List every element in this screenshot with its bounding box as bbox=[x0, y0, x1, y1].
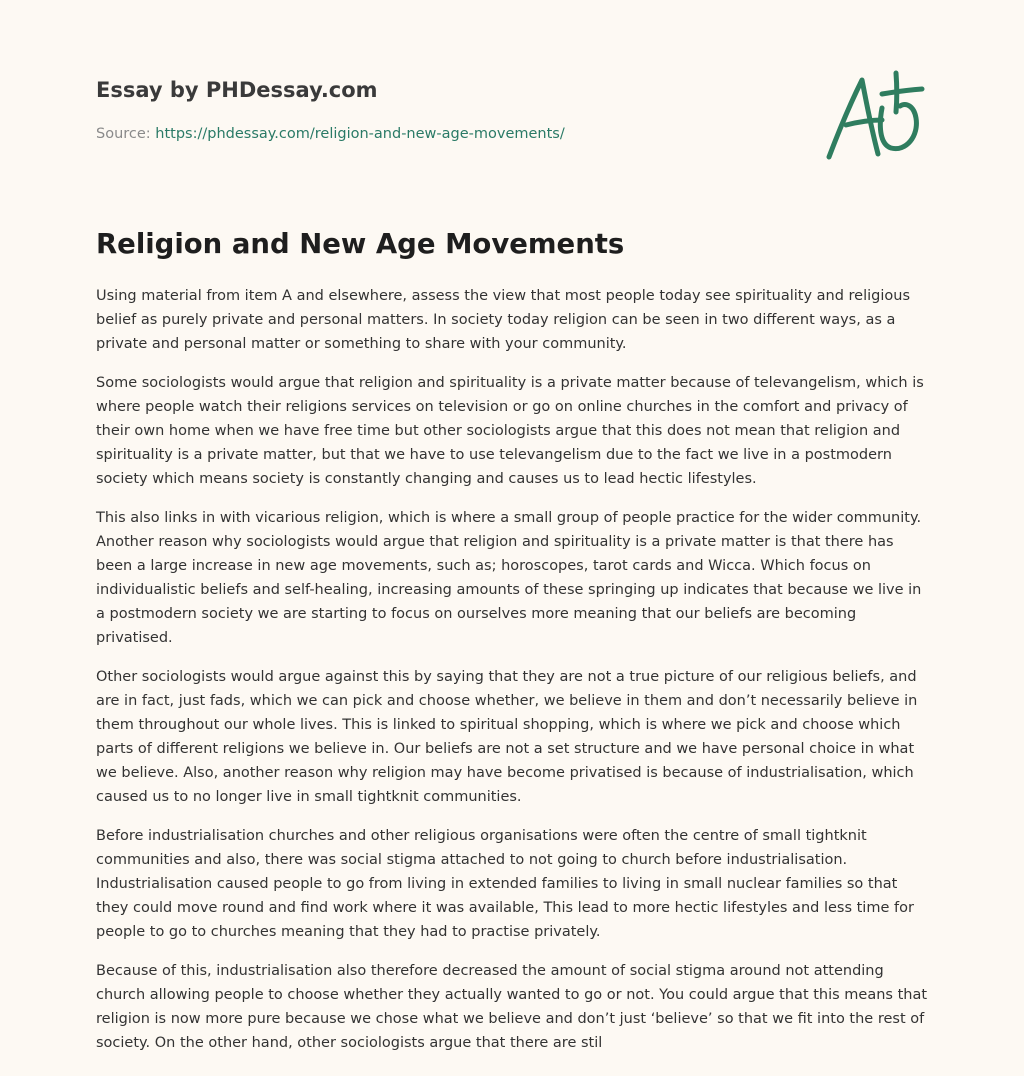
source-label: Source: bbox=[96, 126, 156, 142]
essay-paragraph: This also links in with vicarious religion, which is where a small group of people practice for the wider community. Another reason why sociologists would argue that religion and spirituality is a private matter is that there has been a large increase in new age movements, such as; horoscopes, tarot cards and Wicca. Which focus on individualistic beliefs and self-healing, increasing amounts of these springing up indicates that because we live in a postmodern society we are starting to focus on ourselves more meaning that our beliefs are becoming privatised. bbox=[96, 510, 922, 646]
site-brand: Essay by PHDessay.com bbox=[96, 78, 378, 102]
essay-header bbox=[96, 74, 816, 144]
essay-paragraph: Some sociologists would argue that religion and spirituality is a private matter because of televangelism, which is where people watch their religions services on television or go on online churches in the comfort and privacy of their own home when we have free time but other sociologists argue that this does not mean that religion and spirituality is a private matter, but that we have to use televangelism due to the fact we live in a postmodern society which means society is constantly changing and causes us to lead hectic lifestyles. bbox=[96, 375, 924, 487]
essay-paragraph: Before industrialisation churches and other religious organisations were often the centre of small tightknit communities and also, there was social stigma attached to not going to church before industrialisation. Industrialisation caused people to go from living in extended families to living in small nuclear families so that they could move round and find work where it was available, This lead to more hectic lifestyles and less time for people to go to churches meaning that they had to practise privately. bbox=[96, 828, 914, 940]
essay-paragraph: Using material from item A and elsewhere, assess the view that most people today see spirituality and religious belief as purely private and personal matters. In society today religion can be seen in two different ways, as a private and personal matter or something to share with your community. bbox=[96, 288, 911, 352]
source-link[interactable]: https://phdessay.com/religion-and-new-age-movements/ bbox=[155, 126, 565, 142]
essay-paragraph: Because of this, industrialisation also therefore decreased the amount of social stigma around not attending church allowing people to choose whether they actually wanted to go or not. You could argue that this means that religion is now more pure because we chose what we believe and don’t just ‘believe’ so that we fit into the rest of society. On the other hand, other sociologists argue that there are stil bbox=[96, 963, 928, 1051]
a-plus-grade-icon bbox=[822, 68, 928, 164]
essay-body bbox=[96, 284, 928, 1070]
source-line bbox=[96, 124, 816, 144]
essay-title: Religion and New Age Movements bbox=[96, 228, 625, 260]
essay-paragraph: Other sociologists would argue against this by saying that they are not a true picture of our religious beliefs, and are in fact, just fads, which we can pick and choose whether, we believe in them and don’t necessarily believe in them throughout our whole lives. This is linked to spiritual shopping, which is where we pick and choose which parts of different religions we believe in. Our beliefs are not a set structure and we have personal choice in what we believe. Also, another reason why religion may have become privatised is because of industrialisation, which caused us to no longer live in small tightknit communities. bbox=[96, 669, 918, 805]
